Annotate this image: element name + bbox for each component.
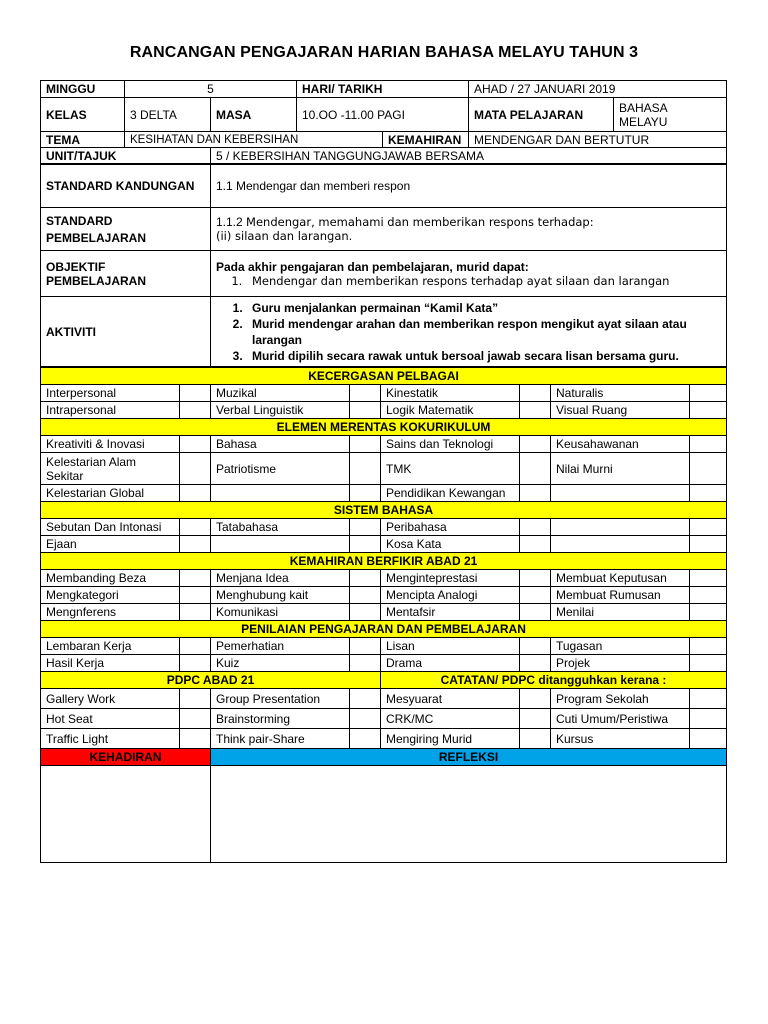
objektif-item: 1. Mendengar dan memberikan respons terhadap ayat silaan dan larangan (246, 274, 721, 288)
kelas-label: KELAS (41, 98, 125, 132)
checkbox[interactable] (690, 519, 727, 536)
item-label (551, 519, 690, 536)
item-label: Traffic Light (41, 729, 180, 749)
minggu-value: 5 (125, 81, 297, 98)
item-label (211, 536, 350, 553)
checkbox[interactable] (690, 604, 727, 621)
checkbox[interactable] (690, 385, 727, 402)
checkbox[interactable] (180, 536, 211, 553)
checkbox[interactable] (520, 402, 551, 419)
item-label: Interpersonal (41, 385, 180, 402)
section-heading-kokurikulum: ELEMEN MERENTAS KOKURIKULUM (41, 419, 727, 436)
masa-label: MASA (211, 98, 297, 132)
checkbox[interactable] (180, 570, 211, 587)
item-label: Mentafsir (381, 604, 520, 621)
item-label: Menilai (551, 604, 690, 621)
checkbox[interactable] (350, 570, 381, 587)
checkbox[interactable] (520, 709, 551, 729)
sp-line-2: (ii) silaan dan larangan. (216, 229, 353, 243)
checkbox[interactable] (350, 638, 381, 655)
kehadiran-field[interactable] (41, 766, 211, 863)
content-table (40, 164, 727, 367)
checkbox[interactable] (180, 604, 211, 621)
checkbox[interactable] (180, 638, 211, 655)
item-label: CRK/MC (381, 709, 520, 729)
checkbox[interactable] (350, 587, 381, 604)
standard-kandungan-value: 1.1 Mendengar dan memberi respon (211, 165, 727, 208)
sp-code: 1.1.2 (216, 215, 243, 229)
item-label: Sains dan Teknologi (381, 436, 520, 453)
aktiviti-item: 2. Murid mendengar arahan dan memberikan respon mengikut ayat silaan atau larangan (246, 316, 721, 348)
item-label: Peribahasa (381, 519, 520, 536)
item-label: Drama (381, 655, 520, 672)
standard-pembelajaran-label-2: PEMBELAJARAN (46, 230, 147, 245)
checkbox[interactable] (520, 436, 551, 453)
item-label: Menjana Idea (211, 570, 350, 587)
item-label: Mengiring Murid (381, 729, 520, 749)
item-label: Naturalis (551, 385, 690, 402)
checkbox[interactable] (180, 689, 211, 709)
item-label: Muzikal (211, 385, 350, 402)
item-label: Think pair-Share (211, 729, 350, 749)
item-label: Membuat Keputusan (551, 570, 690, 587)
checkbox[interactable] (350, 519, 381, 536)
item-label: Mesyuarat (381, 689, 520, 709)
standard-pembelajaran-value (211, 208, 727, 251)
checkbox[interactable] (520, 587, 551, 604)
checkbox[interactable] (350, 604, 381, 621)
item-label: Keusahawanan (551, 436, 690, 453)
mata-pelajaran-value: BAHASA MELAYU (614, 98, 727, 132)
checkbox[interactable] (180, 587, 211, 604)
objektif-label: OBJEKTIF PEMBELAJARAN (41, 251, 211, 297)
item-label: Kursus (551, 729, 690, 749)
section-heading-pdpc: PDPC ABAD 21 (41, 672, 381, 689)
item-label: Logik Matematik (381, 402, 520, 419)
checkbox[interactable] (690, 689, 727, 709)
item-label: Hasil Kerja (41, 655, 180, 672)
checkbox[interactable] (690, 729, 727, 749)
refleksi-heading: REFLEKSI (211, 749, 727, 766)
item-label: Program Sekolah (551, 689, 690, 709)
checkbox[interactable] (180, 519, 211, 536)
aktiviti-label: AKTIVITI (41, 297, 211, 367)
checkbox[interactable] (690, 570, 727, 587)
checkbox[interactable] (520, 689, 551, 709)
item-label: Cuti Umum/Peristiwa (551, 709, 690, 729)
item-label: TMK (381, 453, 520, 485)
checkbox[interactable] (180, 385, 211, 402)
item-label: Pendidikan Kewangan (381, 485, 520, 502)
objektif-value (211, 251, 727, 297)
checkbox[interactable] (180, 402, 211, 419)
item-label: Nilai Murni (551, 453, 690, 485)
unit-value: 5 / KEBERSIHAN TANGGUNGJAWAB BERSAMA (211, 148, 727, 164)
refleksi-field[interactable] (211, 766, 727, 863)
checkbox[interactable] (350, 453, 381, 485)
checkbox[interactable] (180, 453, 211, 485)
checkbox[interactable] (520, 570, 551, 587)
item-label: Kreativiti & Inovasi (41, 436, 180, 453)
checkbox[interactable] (520, 485, 551, 502)
checkbox[interactable] (180, 436, 211, 453)
item-label: Pemerhatian (211, 638, 350, 655)
item-label: Gallery Work (41, 689, 180, 709)
checklist-table (40, 367, 727, 749)
item-label: Visual Ruang (551, 402, 690, 419)
footer-table (40, 748, 727, 863)
item-label (211, 485, 350, 502)
hari-value: AHAD / 27 JANUARI 2019 (469, 81, 727, 98)
checkbox[interactable] (520, 604, 551, 621)
checkbox[interactable] (690, 709, 727, 729)
mata-pelajaran-label: MATA PELAJARAN (469, 98, 614, 132)
checkbox[interactable] (350, 689, 381, 709)
kehadiran-heading: KEHADIRAN (41, 749, 211, 766)
checkbox[interactable] (690, 402, 727, 419)
item-label: Kelestarian Global (41, 485, 180, 502)
item-label: Hot Seat (41, 709, 180, 729)
masa-value: 10.OO -11.00 PAGI (297, 98, 469, 132)
item-label: Group Presentation (211, 689, 350, 709)
item-label: Menginteprestasi (381, 570, 520, 587)
checkbox[interactable] (690, 536, 727, 553)
checkbox[interactable] (180, 485, 211, 502)
kemahiran-value: MENDENGAR DAN BERTUTUR (469, 132, 727, 148)
section-heading-sistem-bahasa: SISTEM BAHASA (41, 502, 727, 519)
checkbox[interactable] (180, 709, 211, 729)
section-heading-penilaian: PENILAIAN PENGAJARAN DAN PEMBELAJARAN (41, 621, 727, 638)
item-label: Verbal Linguistik (211, 402, 350, 419)
item-label: Kuiz (211, 655, 350, 672)
item-label: Mengkategori (41, 587, 180, 604)
checkbox[interactable] (690, 587, 727, 604)
item-label: Patriotisme (211, 453, 350, 485)
section-heading-kecergasan: KECERGASAN PELBAGAI (41, 368, 727, 385)
item-label: Projek (551, 655, 690, 672)
item-label (551, 536, 690, 553)
checkbox[interactable] (350, 402, 381, 419)
item-label: Intrapersonal (41, 402, 180, 419)
minggu-label: MINGGU (41, 81, 125, 98)
aktiviti-item: 1. Guru menjalankan permainan “Kamil Kata” (246, 300, 721, 316)
checkbox[interactable] (350, 709, 381, 729)
kelas-value: 3 DELTA (125, 98, 211, 132)
checkbox[interactable] (350, 485, 381, 502)
item-label: Tatabahasa (211, 519, 350, 536)
standard-pembelajaran-label (41, 208, 211, 251)
item-label: Tugasan (551, 638, 690, 655)
kemahiran-label: KEMAHIRAN (383, 132, 469, 148)
page-title: RANCANGAN PENGAJARAN HARIAN BAHASA MELAYU TAHUN 3 (129, 44, 639, 61)
checkbox[interactable] (520, 536, 551, 553)
checkbox[interactable] (350, 729, 381, 749)
item-label: Membuat Rumusan (551, 587, 690, 604)
item-label: Komunikasi (211, 604, 350, 621)
sp-line-1: Mendengar, memahami dan memberikan respons terhadap: (246, 215, 594, 229)
checkbox[interactable] (690, 453, 727, 485)
checkbox[interactable] (520, 519, 551, 536)
checkbox[interactable] (520, 655, 551, 672)
checkbox[interactable] (350, 655, 381, 672)
checkbox[interactable] (520, 385, 551, 402)
checkbox[interactable] (520, 453, 551, 485)
item-label: Mencipta Analogi (381, 587, 520, 604)
checkbox[interactable] (180, 729, 211, 749)
aktiviti-value (211, 297, 727, 367)
item-label: Mengnferens (41, 604, 180, 621)
standard-kandungan-label: STANDARD KANDUNGAN (41, 165, 211, 208)
tema-label: TEMA (41, 132, 125, 148)
checkbox[interactable] (690, 638, 727, 655)
item-label: Ejaan (41, 536, 180, 553)
item-label: Kosa Kata (381, 536, 520, 553)
checkbox[interactable] (520, 729, 551, 749)
hari-label: HARI/ TARIKH (297, 81, 469, 98)
checkbox[interactable] (180, 655, 211, 672)
checkbox[interactable] (690, 485, 727, 502)
item-label: Kinestatik (381, 385, 520, 402)
unit-label: UNIT/TAJUK (41, 148, 211, 164)
item-label: Sebutan Dan Intonasi (41, 519, 180, 536)
item-label: Kelestarian Alam Sekitar (41, 453, 180, 485)
header-table (40, 80, 727, 164)
tema-value: KESIHATAN DAN KEBERSIHAN (125, 132, 383, 148)
section-heading-catatan: CATATAN/ PDPC ditangguhkan kerana : (381, 672, 727, 689)
checkbox[interactable] (520, 638, 551, 655)
objektif-intro: Pada akhir pengajaran dan pembelajaran, murid dapat: (216, 259, 529, 274)
checkbox[interactable] (350, 385, 381, 402)
checkbox[interactable] (350, 436, 381, 453)
checkbox[interactable] (690, 436, 727, 453)
item-label: Lisan (381, 638, 520, 655)
item-label: Lembaran Kerja (41, 638, 180, 655)
item-label: Menghubung kait (211, 587, 350, 604)
standard-pembelajaran-label-1: STANDARD (46, 213, 113, 228)
item-label: Membanding Beza (41, 570, 180, 587)
checkbox[interactable] (690, 655, 727, 672)
checkbox[interactable] (350, 536, 381, 553)
aktiviti-item: 3. Murid dipilih secara rawak untuk bersoal jawab secara lisan bersama guru. (246, 348, 721, 364)
item-label (551, 485, 690, 502)
section-heading-berfikir: KEMAHIRAN BERFIKIR ABAD 21 (41, 553, 727, 570)
item-label: Bahasa (211, 436, 350, 453)
item-label: Brainstorming (211, 709, 350, 729)
